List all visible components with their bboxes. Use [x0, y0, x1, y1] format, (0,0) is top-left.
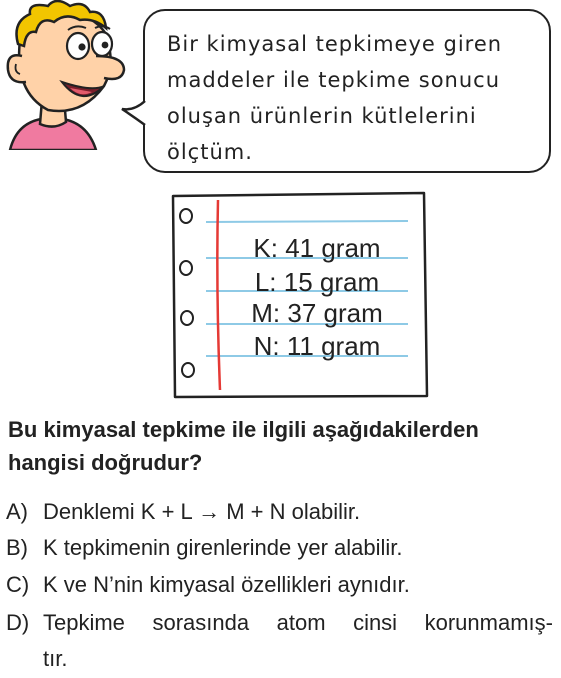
question-text — [8, 413, 558, 479]
speech-bubble — [143, 9, 551, 173]
option-letter: C) — [6, 572, 30, 597]
notepad-entry: L: 15 gram — [254, 267, 380, 297]
speech-line: ölçtüm. — [167, 140, 253, 164]
question-line: hangisi doğrudur? — [8, 450, 203, 475]
notepad-entry: N: 11 gram — [253, 331, 381, 361]
notepad-entry: K: 41 gram — [253, 233, 381, 263]
option-letter: D) — [6, 610, 30, 635]
option-word: cinsi — [353, 610, 398, 635]
question-line: Bu kimyasal tepkime ile ilgili aşağıdakilerden — [8, 417, 479, 442]
option-word: Tepkime — [43, 610, 125, 635]
notepad-entry: M: 37 gram — [251, 298, 383, 328]
option-a[interactable] — [6, 499, 556, 525]
option-word: atom — [276, 610, 326, 635]
speech-line: oluşan ürünlerin kütlelerini — [167, 104, 477, 128]
option-b[interactable] — [6, 535, 556, 561]
option-text: K ve N’nin kimyasal özellikleri aynıdır. — [43, 572, 410, 597]
option-word: korunmamış- — [424, 610, 553, 635]
speech-bubble-tail — [120, 95, 150, 135]
option-text: K tepkimenin girenlerinde yer alabilir. — [43, 535, 403, 560]
option-d[interactable] — [6, 610, 556, 636]
option-c[interactable] — [6, 572, 556, 598]
speech-line: maddeler ile tepkime sonucu — [167, 68, 501, 92]
speech-bubble-text — [167, 26, 537, 170]
option-text: Denklemi K + L → M + N olabilir. — [43, 499, 361, 524]
option-letter: B) — [6, 535, 28, 560]
option-letter: A) — [6, 499, 28, 524]
option-word: sorasında — [152, 610, 250, 635]
option-text — [43, 610, 553, 636]
speech-line: Bir kimyasal tepkimeye giren — [167, 32, 503, 56]
option-d-continuation: tır. — [43, 646, 68, 671]
